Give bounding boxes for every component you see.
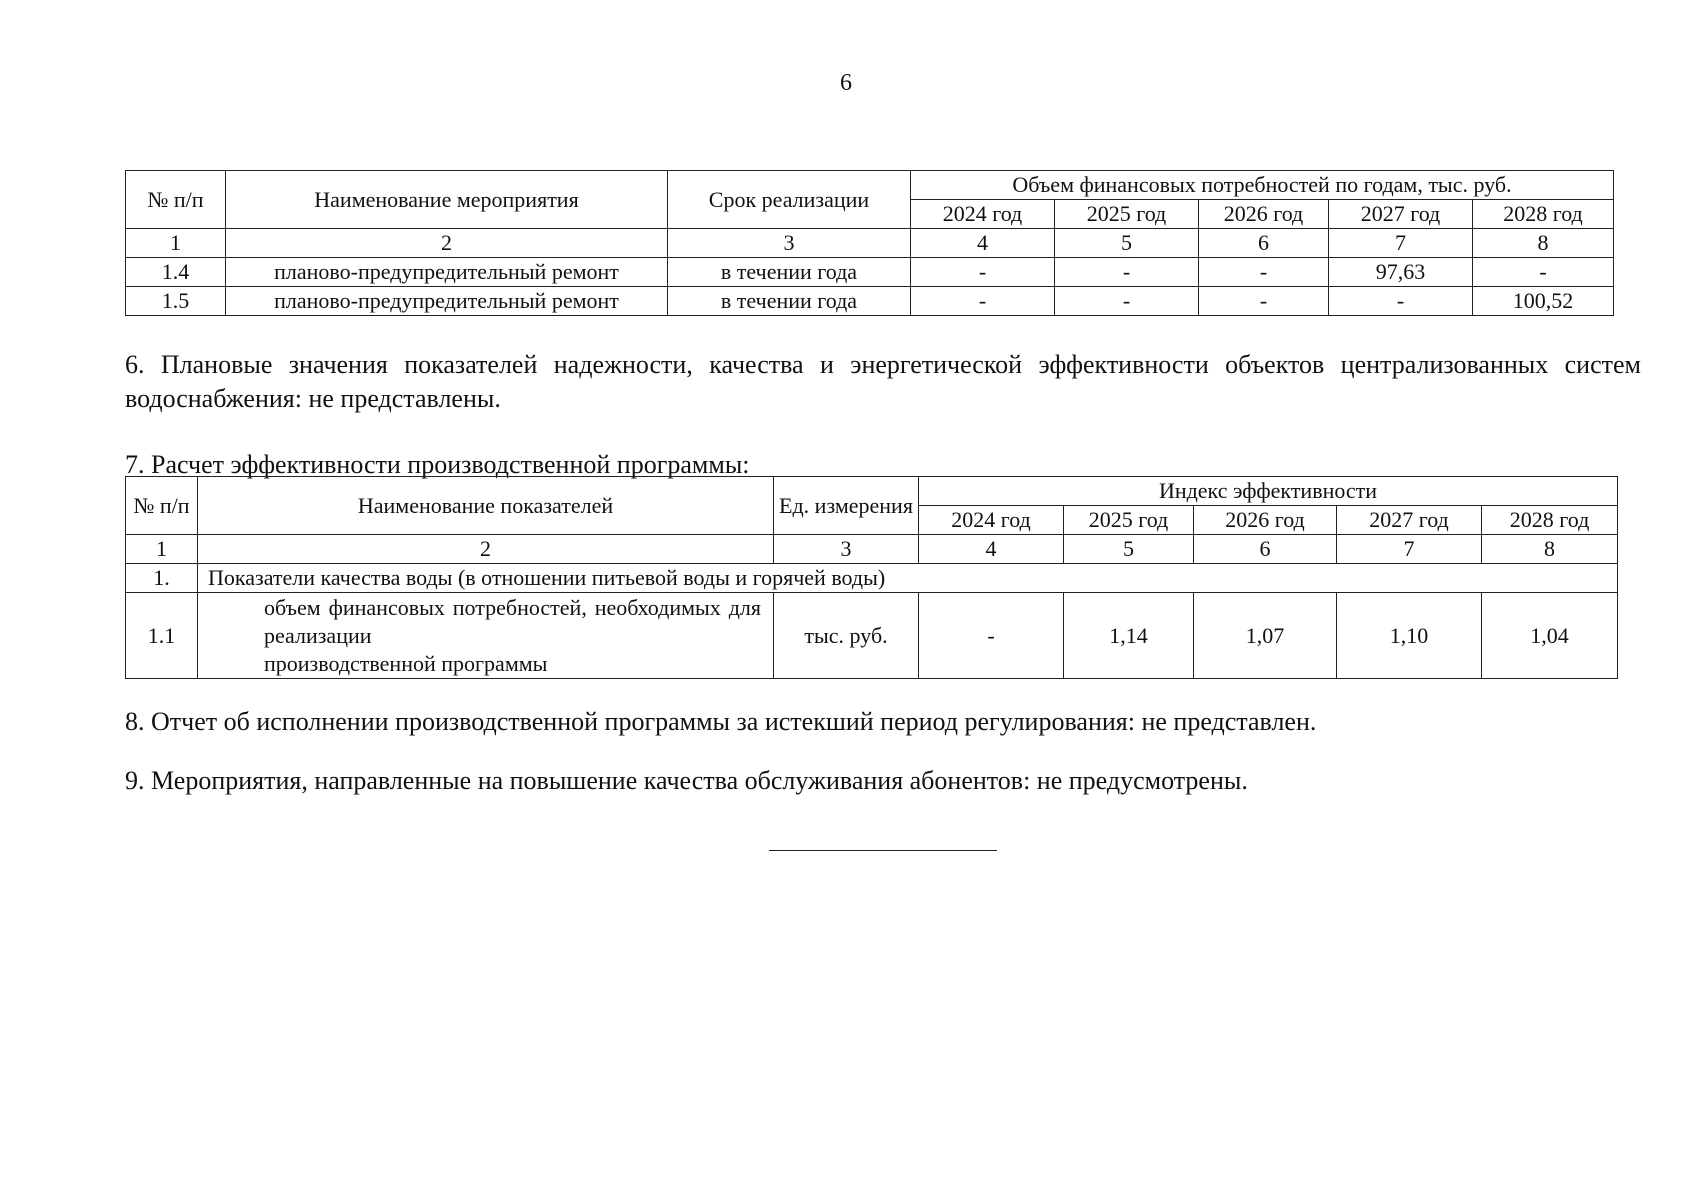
cell: - xyxy=(1473,258,1614,287)
cell: - xyxy=(1199,287,1329,316)
column-number: 2 xyxy=(226,229,668,258)
cell: 1,07 xyxy=(1194,593,1337,679)
column-number-row xyxy=(126,535,1618,564)
column-number: 4 xyxy=(911,229,1055,258)
paragraph-6: 6. Плановые значения показателей надежности, качества и энергетической эффективности объектов централизованных систем водоснабжения: не представлены. xyxy=(125,350,1641,413)
column-number: 3 xyxy=(668,229,911,258)
table-row xyxy=(126,593,1618,679)
indicator-name-last: производственной программы xyxy=(264,650,548,676)
header-year: 2028 год xyxy=(1482,506,1618,535)
paragraph-8: 8. Отчет об исполнении производственной программы за истекший период регулирования: не представлен. xyxy=(125,707,1317,736)
header-num: № п/п xyxy=(126,171,226,229)
header-group: Объем финансовых потребностей по годам, тыс. руб. xyxy=(911,171,1614,200)
header-term: Срок реализации xyxy=(668,171,911,229)
column-number: 1 xyxy=(126,229,226,258)
efficiency-table xyxy=(125,476,1618,679)
column-number: 3 xyxy=(774,535,919,564)
header-name: Наименование мероприятия xyxy=(226,171,668,229)
cell: планово-предупредительный ремонт xyxy=(226,287,668,316)
column-number: 2 xyxy=(198,535,774,564)
cell: 1.1 xyxy=(126,593,198,679)
cell: - xyxy=(911,287,1055,316)
table-row xyxy=(126,287,1614,316)
column-number: 8 xyxy=(1482,535,1618,564)
cell: 1.4 xyxy=(126,258,226,287)
header-unit: Ед. измерения xyxy=(774,477,919,535)
cell: - xyxy=(911,258,1055,287)
cell: 1.5 xyxy=(126,287,226,316)
header-year: 2025 год xyxy=(1064,506,1194,535)
header-num: № п/п xyxy=(126,477,198,535)
cell: 1,04 xyxy=(1482,593,1618,679)
cell: - xyxy=(1055,258,1199,287)
column-number-row xyxy=(126,229,1614,258)
cell: - xyxy=(1055,287,1199,316)
end-separator-line xyxy=(769,850,997,851)
header-year: 2027 год xyxy=(1329,200,1473,229)
column-number: 7 xyxy=(1329,229,1473,258)
page-number: 6 xyxy=(840,70,852,96)
paragraph-9: 9. Мероприятия, направленные на повышение качества обслуживания абонентов: не предусмотрены. xyxy=(125,766,1248,795)
header-year: 2028 год xyxy=(1473,200,1614,229)
indicator-name-main: объем финансовых потребностей, необходимых для реализации xyxy=(264,594,761,648)
section-num: 1. xyxy=(126,564,198,593)
column-number: 1 xyxy=(126,535,198,564)
paragraph-7: 7. Расчет эффективности производственной программы: xyxy=(125,450,750,479)
header-year: 2026 год xyxy=(1194,506,1337,535)
cell: - xyxy=(1329,287,1473,316)
section-row xyxy=(126,564,1618,593)
header-year: 2027 год xyxy=(1337,506,1482,535)
header-year: 2026 год xyxy=(1199,200,1329,229)
column-number: 5 xyxy=(1055,229,1199,258)
cell: тыс. руб. xyxy=(774,593,919,679)
header-name: Наименование показателей xyxy=(198,477,774,535)
column-number: 6 xyxy=(1199,229,1329,258)
cell: - xyxy=(1199,258,1329,287)
section-title: Показатели качества воды (в отношении питьевой воды и горячей воды) xyxy=(198,564,1618,593)
column-number: 5 xyxy=(1064,535,1194,564)
cell: в течении года xyxy=(668,258,911,287)
cell: 100,52 xyxy=(1473,287,1614,316)
cell: в течении года xyxy=(668,287,911,316)
column-number: 4 xyxy=(919,535,1064,564)
header-group: Индекс эффективности xyxy=(919,477,1618,506)
column-number: 6 xyxy=(1194,535,1337,564)
header-year: 2024 год xyxy=(911,200,1055,229)
table-row xyxy=(126,258,1614,287)
header-year: 2024 год xyxy=(919,506,1064,535)
cell: 97,63 xyxy=(1329,258,1473,287)
financial-needs-table xyxy=(125,170,1614,316)
indicator-name xyxy=(198,593,774,679)
cell: 1,14 xyxy=(1064,593,1194,679)
column-number: 8 xyxy=(1473,229,1614,258)
cell: - xyxy=(919,593,1064,679)
cell: 1,10 xyxy=(1337,593,1482,679)
header-year: 2025 год xyxy=(1055,200,1199,229)
cell: планово-предупредительный ремонт xyxy=(226,258,668,287)
column-number: 7 xyxy=(1337,535,1482,564)
